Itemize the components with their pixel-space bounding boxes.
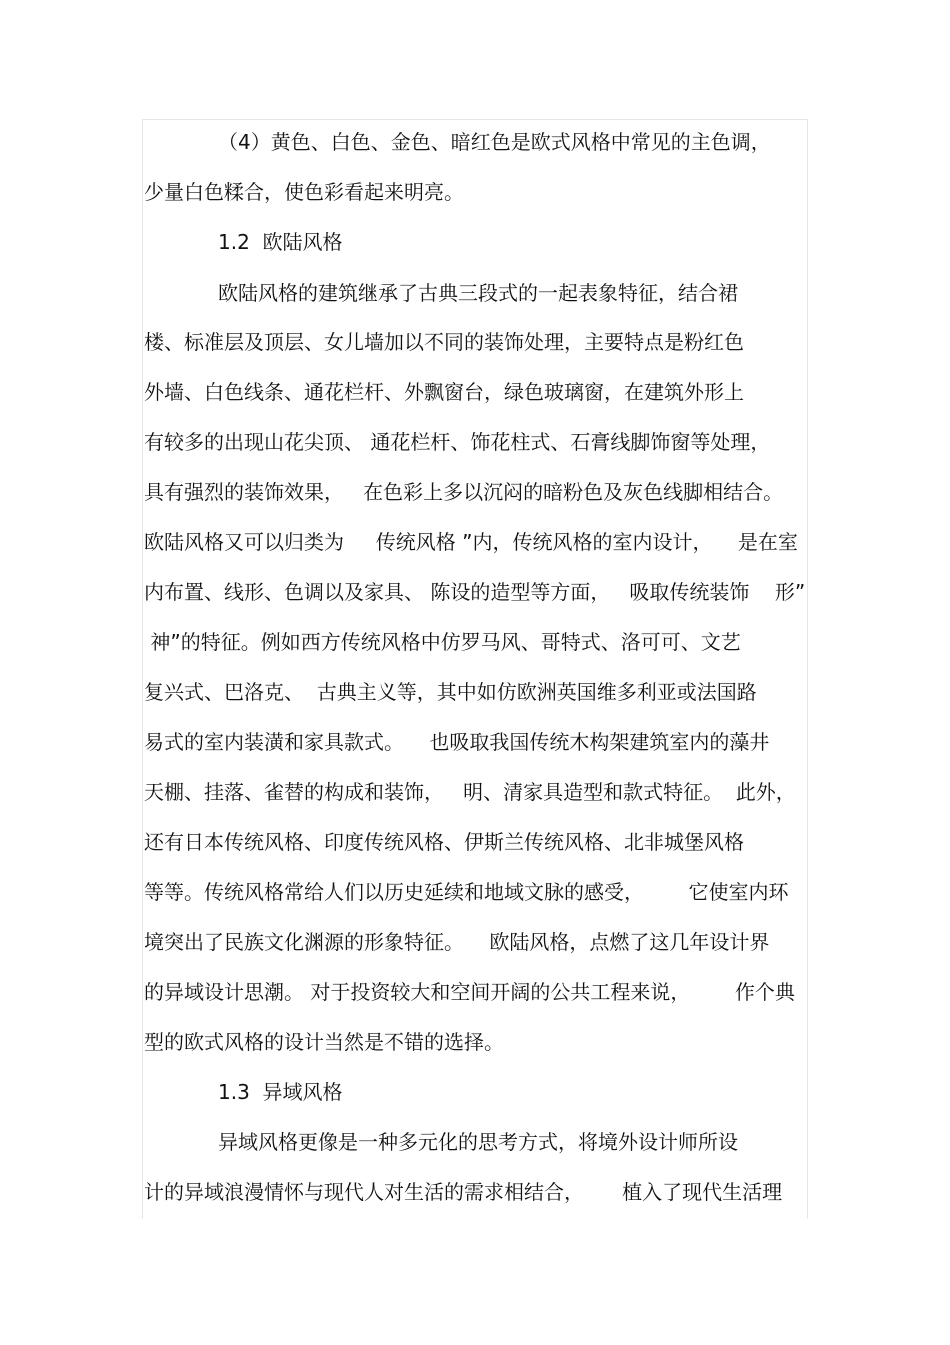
paragraph-line: 欧陆风格的建筑继承了古典三段式的一起表象特征，结合裙 (218, 281, 738, 305)
section-heading: 1.3 异域风格 (218, 1080, 343, 1104)
paragraph-line: 外墙、白色线条、通花栏杆、外飘窗台，绿色玻璃窗，在建筑外形上 (144, 380, 744, 404)
paragraph-line: 有较多的出现山花尖顶、 通花栏杆、饰花柱式、石膏线脚饰窗等处理， (144, 430, 771, 454)
paragraph-line: 内布置、线形、色调以及家具、 陈设的造型等方面， 吸取传统装饰 形” (144, 580, 806, 604)
paragraph-line: 楼、标准层及顶层、女儿墙加以不同的装饰处理，主要特点是粉红色 (144, 330, 744, 354)
paragraph-line: 少量白色糅合，使色彩看起来明亮。 (144, 180, 464, 204)
paragraph-line: 神”的特征。例如西方传统风格中仿罗马风、哥特式、洛可可、文艺 (144, 630, 741, 654)
paragraph-line: （4）黄色、白色、金色、暗红色是欧式风格中常见的主色调， (218, 130, 771, 154)
paragraph-line: 还有日本传统风格、印度传统风格、伊斯兰传统风格、北非城堡风格 (144, 830, 744, 854)
paragraph-line: 异域风格更像是一种多元化的思考方式，将境外设计师所设 (218, 1130, 738, 1154)
paragraph-line: 境突出了民族文化渊源的形象特征。 欧陆风格，点燃了这几年设计界 (144, 930, 770, 954)
paragraph-line: 型的欧式风格的设计当然是不错的选择。 (144, 1030, 504, 1054)
paragraph-line: 的异域设计思潮。 对于投资较大和空间开阔的公共工程来说， 作个典 (144, 980, 795, 1004)
paragraph-line: 复兴式、巴洛克、 古典主义等，其中如仿欧洲英国维多利亚或法国路 (144, 680, 757, 704)
paragraph-line: 天棚、挂落、雀替的构成和装饰， 明、清家具造型和款式特征。 此外， (144, 780, 796, 804)
paragraph-line: 具有强烈的装饰效果， 在色彩上多以沉闷的暗粉色及灰色线脚相结合。 (144, 480, 784, 504)
paragraph-line: 欧陆风格又可以归类为 传统风格 ”内，传统风格的室内设计， 是在室 (144, 530, 798, 554)
paragraph-line: 易式的室内装潢和家具款式。 也吸取我国传统木构架建筑室内的藻井 (144, 730, 770, 754)
paragraph-line: 计的异域浪漫情怀与现代人对生活的需求相结合， 植入了现代生活理 (144, 1180, 783, 1204)
paragraph-line: 等等。传统风格常给人们以历史延续和地域文脉的感受， 它使室内环 (144, 880, 789, 904)
section-heading: 1.2 欧陆风格 (218, 230, 343, 254)
